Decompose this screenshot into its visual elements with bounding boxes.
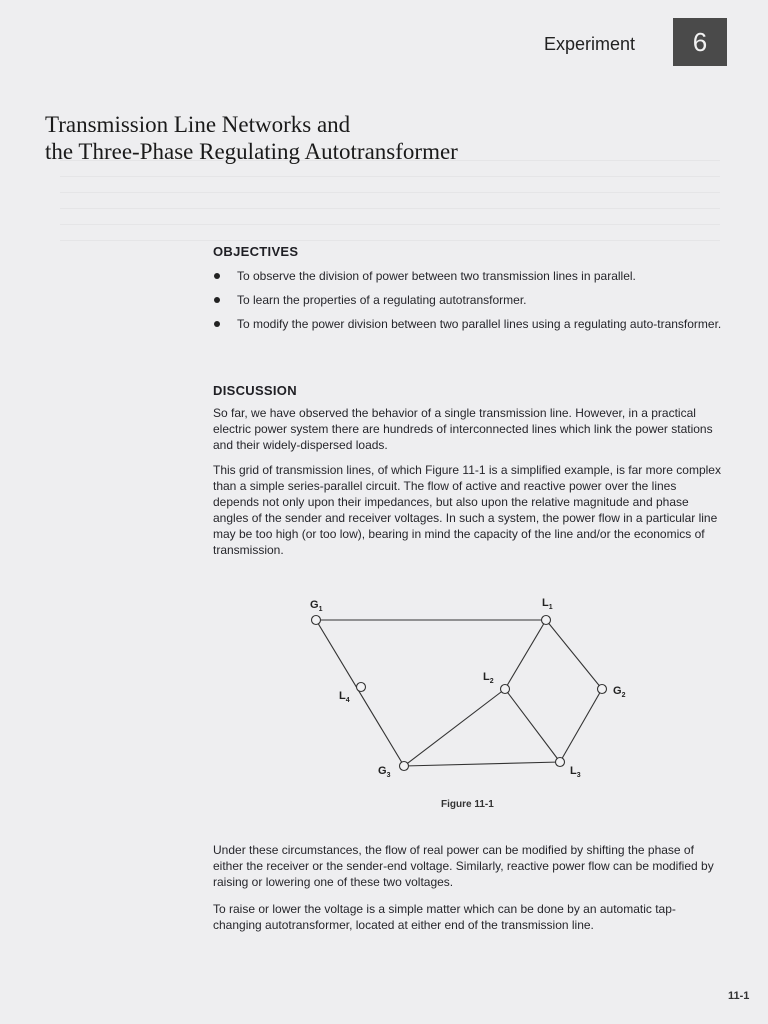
objectives-heading: OBJECTIVES — [213, 244, 299, 259]
discussion-paragraph-1: So far, we have observed the behavior of a single transmission line. However, in a practical electric power system there are hundreds of interconnected lines which link the power stations and their widely-dispersed loads. — [213, 406, 713, 452]
network-line-l2-g3 — [404, 689, 505, 766]
network-node-l3 — [556, 758, 565, 767]
objectives-list — [213, 268, 723, 340]
network-node-g1 — [312, 616, 321, 625]
network-node-l1 — [542, 616, 551, 625]
node-label-g3: $G_3$ — [378, 765, 391, 779]
node-label-g2: $G_2$ — [613, 685, 626, 699]
title-line-2: the Three-Phase Regulating Autotransformer — [45, 139, 458, 164]
page-number: 11-1 — [728, 990, 750, 1002]
objective-text: To observe the division of power between two transmission lines in parallel. — [237, 269, 636, 283]
list-item — [213, 292, 723, 308]
title-line-1: Transmission Line Networks and — [45, 112, 351, 137]
node-label-l1: $L_1$ — [542, 597, 553, 611]
figure-caption: Figure 11-1 — [441, 799, 494, 810]
network-diagram — [300, 590, 640, 790]
network-line-l2-l3 — [505, 689, 560, 762]
network-line-g3-l3 — [404, 762, 560, 766]
network-edges — [316, 620, 602, 766]
network-line-l1-l2 — [505, 620, 546, 689]
page-title — [45, 111, 665, 165]
experiment-number-box — [673, 18, 727, 66]
list-item — [213, 316, 723, 332]
node-label-l2: $L_2$ — [483, 671, 494, 685]
bullet-icon — [214, 273, 220, 279]
bleed-through-lines — [60, 160, 720, 256]
network-node-l2 — [501, 685, 510, 694]
network-node-l4 — [357, 683, 366, 692]
closing-paragraph-2: To raise or lower the voltage is a simple matter which can be done by an automatic tap-changing autotransformer, located at either end of the transmission line. — [213, 902, 676, 932]
discussion-paragraph-2: This grid of transmission lines, of which Figure 11-1 is a simplified example, is far more complex than a simple series-parallel circuit. The flow of active and reactive power over the lines depends not only upon their impedances, but also upon the relative magnitude and phase angles of the sender and receiver voltages. In such a system, the power flow in a particular line may be too high (or too low), bearing in mind the capacity of the line and/or the economics of transmission. — [213, 463, 721, 557]
discussion-heading: DISCUSSION — [213, 383, 297, 398]
network-line-g1-g3 — [316, 620, 404, 766]
network-line-g2-l3 — [560, 689, 602, 762]
experiment-label: Experiment — [544, 34, 636, 54]
network-line-l1-g2 — [546, 620, 602, 689]
objective-text: To learn the properties of a regulating autotransformer. — [237, 293, 527, 307]
closing-paragraph-1: Under these circumstances, the flow of real power can be modified by shifting the phase of either the receiver or the sender-end voltage. Similarly, reactive power flow can be modified by raising or lowering one of these two voltages. — [213, 843, 714, 889]
node-label-l4: $L_4$ — [339, 690, 350, 704]
objective-text: To modify the power division between two parallel lines using a regulating auto-transformer. — [237, 317, 722, 331]
node-label-l3: $L_3$ — [570, 765, 581, 779]
network-node-g3 — [400, 762, 409, 771]
bullet-icon — [214, 321, 220, 327]
network-node-g2 — [598, 685, 607, 694]
list-item — [213, 268, 723, 284]
experiment-number: 6 — [692, 26, 708, 57]
network-nodes — [312, 616, 607, 771]
bullet-icon — [214, 297, 220, 303]
node-label-g1: $G_1$ — [310, 599, 323, 613]
bleed-through-shadow — [45, 34, 405, 56]
